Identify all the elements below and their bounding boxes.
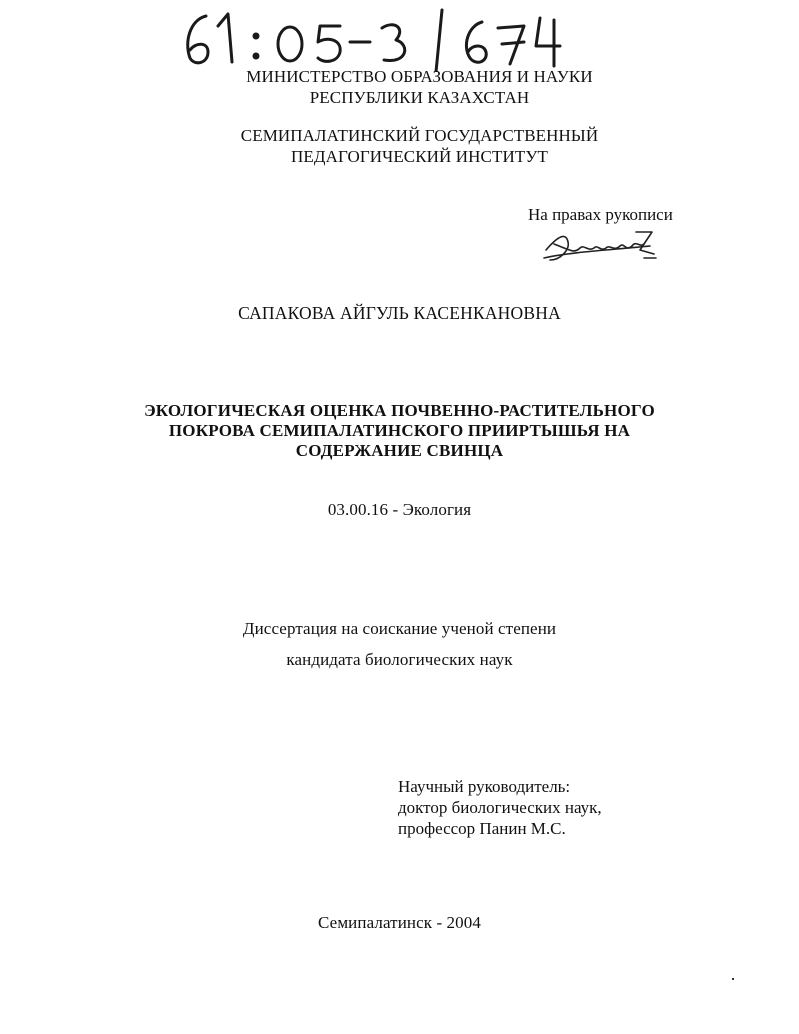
degree-line-1: Диссертация на соискание ученой степени	[242, 619, 557, 638]
supervisor-line-2: доктор биологических наук,	[398, 798, 602, 817]
supervisor-line-1: Научный руководитель:	[398, 777, 571, 796]
author-signature	[540, 224, 665, 272]
title-line-2: ПОКРОВА СЕМИПАЛАТИНСКОГО ПРИИРТЫШЬЯ НА	[168, 421, 631, 440]
specialty-code: 03.00.16 - Экология	[327, 500, 472, 519]
city-year: Семипалатинск - 2004	[318, 913, 481, 932]
author-name: САПАКОВА АЙГУЛЬ КАСЕНКАНОВНА	[238, 303, 561, 323]
handwritten-code-drawing	[180, 6, 580, 72]
signature-drawing	[540, 224, 665, 272]
supervisor-block	[398, 776, 602, 839]
handwritten-code	[180, 6, 580, 72]
institute-line-2: ПЕДАГОГИЧЕСКИЙ ИНСТИТУТ	[291, 147, 548, 166]
institute-line-1: СЕМИПАЛАТИНСКИЙ ГОСУДАРСТВЕННЫЙ	[240, 126, 599, 145]
scan-speck	[732, 978, 734, 980]
title-line-3: СОДЕРЖАНИЕ СВИНЦА	[295, 441, 504, 460]
ministry-heading	[20, 66, 799, 108]
manuscript-label: На правах рукописи	[528, 205, 673, 224]
title-line-1: ЭКОЛОГИЧЕСКАЯ ОЦЕНКА ПОЧВЕННО-РАСТИТЕЛЬНОГО	[144, 401, 655, 420]
supervisor-line-3: профессор Панин М.С.	[398, 819, 566, 838]
degree-line-2: кандидата биологических наук	[286, 650, 513, 669]
institute-heading	[20, 125, 799, 167]
ministry-line-1: МИНИСТЕРСТВО ОБРАЗОВАНИЯ И НАУКИ	[246, 67, 593, 86]
ministry-line-2: РЕСПУБЛИКИ КАЗАХСТАН	[309, 88, 530, 107]
dissertation-title	[0, 401, 799, 461]
